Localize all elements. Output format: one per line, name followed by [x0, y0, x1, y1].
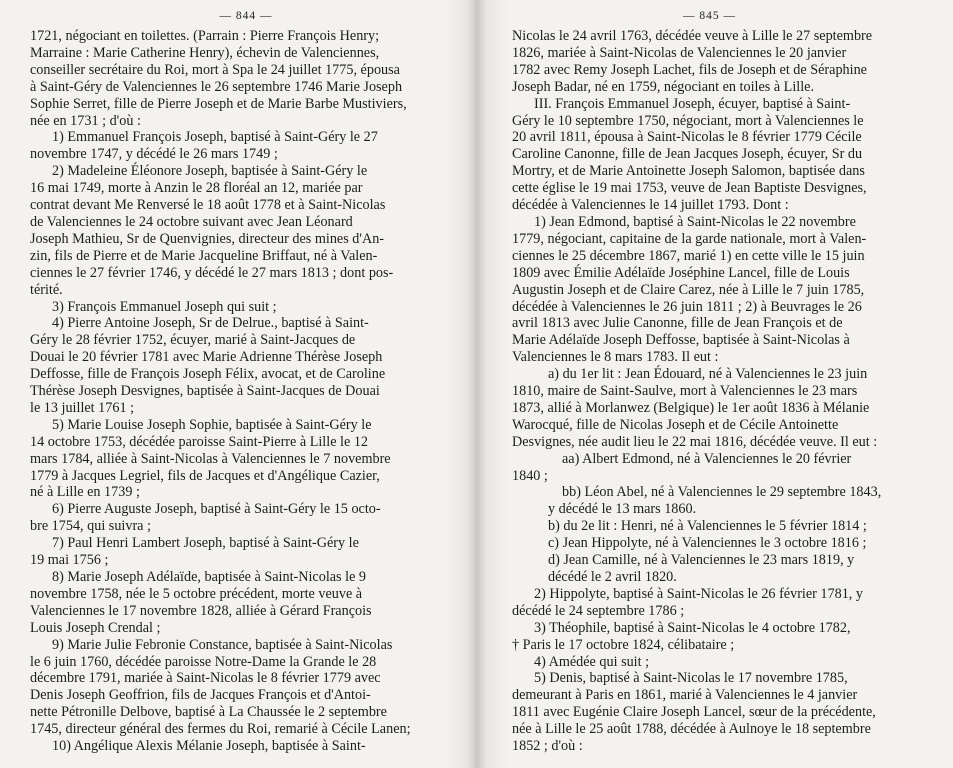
- text-line: III. François Emmanuel Joseph, écuyer, baptisé à Saint-: [534, 95, 851, 112]
- text-line: c) Jean Hippolyte, né à Valenciennes le 3 octobre 1816 ;: [548, 535, 867, 552]
- text-line: † Paris le 17 octobre 1824, célibataire ;: [512, 636, 735, 653]
- text-line: Nicolas le 24 avril 1763, décédée veuve à Lille le 27 septembre: [512, 28, 873, 44]
- text-line: 7) Paul Henri Lambert Joseph, baptisé à Saint-Géry le: [52, 535, 359, 552]
- text-line: décédée à Valenciennes le 26 juin 1811 ; 2) à Beuvrages le 26: [512, 298, 862, 315]
- text-line: 1840 ;: [512, 467, 548, 484]
- text-line: 14 octobre 1753, décédée paroisse Saint-Pierre à Lille le 12: [30, 433, 369, 450]
- text-line: bb) Léon Abel, né à Valenciennes le 29 septembre 1843,: [562, 484, 882, 501]
- text-line: Deffosse, fille de François Joseph Félix, avocat, et de Caroline: [30, 366, 386, 383]
- text-line: 1809 avec Émilie Adélaïde Joséphine Lancel, fille de Louis: [512, 264, 850, 281]
- text-line: 2) Hippolyte, baptisé à Saint-Nicolas le 26 février 1781, y: [534, 585, 863, 602]
- text-line: novembre 1758, née le 5 octobre précédent, morte veuve à: [30, 585, 363, 602]
- text-line: 2) Madeleine Éléonore Joseph, baptisée à Saint-Géry le: [52, 163, 368, 180]
- text-line: décédé le 2 avril 1820.: [548, 569, 677, 585]
- text-line: 1810, maire de Saint-Saulve, mort à Valenciennes le 23 mars: [512, 383, 858, 400]
- text-line: demeurant à Paris en 1861, marié à Valenciennes le 4 janvier: [512, 687, 858, 704]
- text-line: Joseph Mathieu, Sr de Quenvignies, directeur des mines d'An-: [30, 230, 385, 247]
- text-line: Géry le 28 février 1752, écuyer, marié à Saint-Jacques de: [30, 332, 356, 349]
- text-line: Mortry, et de Marie Antoinette Joseph Salomon, baptisée dans: [512, 163, 865, 180]
- text-line: 10) Angélique Alexis Mélanie Joseph, baptisée à Saint-: [52, 738, 366, 755]
- text-line: 3) Théophile, baptisé à Saint-Nicolas le 4 octobre 1782,: [534, 619, 851, 636]
- text-line: 9) Marie Julie Febronie Constance, baptisée à Saint-Nicolas: [52, 636, 393, 653]
- text-line: Douai le 20 février 1781 avec Marie Adrienne Thérèse Joseph: [30, 349, 383, 366]
- left-page: [0, 0, 466, 768]
- text-line: aa) Albert Edmond, né à Valenciennes le 20 février: [562, 450, 852, 467]
- text-line: décédée à Valenciennes le 14 juillet 1793. Dont :: [512, 197, 789, 214]
- text-line: Augustin Joseph et de Claire Carez, née à Lille le 7 juin 1785,: [512, 281, 865, 298]
- text-line: 20 avril 1811, épousa à Saint-Nicolas le 8 février 1779 Cécile: [512, 129, 862, 146]
- text-line: Géry le 10 septembre 1750, négociant, mort à Valenciennes le: [512, 112, 864, 129]
- text-line: le 13 juillet 1761 ;: [30, 399, 135, 416]
- text-line: y décédé le 13 mars 1860.: [548, 501, 697, 518]
- text-line: Denis Joseph Geoffrion, fils de Jacques François et d'Antoi-: [30, 687, 371, 704]
- right-page: [488, 0, 953, 768]
- text-line: Sophie Serret, fille de Pierre Joseph et de Marie Barbe Mustiviers,: [30, 95, 407, 112]
- text-line: novembre 1747, y décédé le 26 mars 1749 ;: [30, 146, 278, 163]
- text-line: Caroline Canonne, fille de Jean Jacques Joseph, écuyer, Sr du: [512, 146, 863, 163]
- text-line: Valenciennes le 8 mars 1783. Il eut :: [512, 349, 719, 366]
- text-line: 4) Amédée qui suit ;: [534, 653, 650, 670]
- text-line: mars 1784, alliée à Saint-Nicolas à Valenciennes le 7 novembre: [30, 450, 391, 467]
- text-line: d) Jean Camille, né à Valenciennes le 23 mars 1819, y: [548, 552, 855, 569]
- text-line: Louis Joseph Crendal ;: [30, 619, 161, 636]
- text-line: avril 1813 avec Julie Canonne, fille de Jean François et de: [512, 315, 843, 332]
- text-line: cette église le 19 mai 1753, veuve de Jean Baptiste Desvignes,: [512, 180, 867, 197]
- text-line: 1745, directeur général des fermes du Roi, remarié à Cécile Lanen;: [30, 721, 411, 738]
- text-line: 16 mai 1749, morte à Anzin le 28 floréal an 12, mariée par: [30, 180, 363, 197]
- text-line: Marraine : Marie Catherine Henry), échevin de Valenciennes,: [30, 44, 380, 61]
- text-line: 1779, négociant, capitaine de la garde nationale, mort à Valen-: [512, 230, 867, 247]
- text-line: 1779 à Jacques Legriel, fils de Jacques et d'Angélique Cazier,: [30, 467, 380, 484]
- text-line: 1721, négociant en toilettes. (Parrain : Pierre François Henry;: [30, 28, 380, 44]
- text-line: Marie Adélaïde Joseph Deffosse, baptisée à Saint-Nicolas à: [512, 332, 850, 349]
- text-line: le 6 juin 1760, décédée paroisse Notre-Dame la Grande le 28: [30, 653, 377, 670]
- text-line: Valenciennes le 17 novembre 1828, alliée à Gérard François: [30, 602, 372, 619]
- text-line: b) du 2e lit : Henri, né à Valenciennes le 5 février 1814 ;: [548, 518, 867, 535]
- text-line: née à Lille le 25 août 1788, décédée à Aulnoye le 18 septembre: [512, 721, 871, 738]
- text-line: Desvignes, née audit lieu le 22 mai 1816, décédée veuve. Il eut :: [512, 433, 878, 450]
- right-page-number: — 845 —: [683, 10, 736, 22]
- text-line: térité.: [30, 281, 63, 298]
- right-page-text: [512, 28, 907, 755]
- text-line: née en 1731 ; d'où :: [30, 112, 141, 129]
- text-line: 5) Denis, baptisé à Saint-Nicolas le 17 novembre 1785,: [534, 670, 848, 687]
- text-line: contrat devant Me Renversé le 18 août 1778 et à Saint-Nicolas: [30, 197, 386, 214]
- text-line: nette Pétronille Delbove, baptisé à La Chaussée le 2 septembre: [30, 704, 387, 721]
- text-line: décembre 1791, mariée à Saint-Nicolas le 8 février 1779 avec: [30, 670, 381, 687]
- text-line: à Saint-Géry de Valenciennes le 26 septembre 1746 Marie Joseph: [30, 78, 403, 95]
- text-line: 1852 ; d'où :: [512, 738, 583, 755]
- text-line: 8) Marie Joseph Adélaïde, baptisée à Saint-Nicolas le 9: [52, 569, 367, 585]
- text-line: 1873, allié à Morlanwez (Belgique) le 1er août 1836 à Mélanie: [512, 399, 870, 416]
- text-line: zin, fils de Pierre et de Marie Jacqueline Briffaut, né à Valen-: [30, 247, 378, 264]
- text-line: Thérèse Joseph Desvignes, baptisée à Saint-Jacques de Douai: [30, 383, 380, 400]
- text-line: conseiller secrétaire du Roi, mort à Spa le 24 juillet 1775, épousa: [30, 61, 400, 78]
- text-line: décédé le 24 septembre 1786 ;: [512, 602, 685, 619]
- text-line: 1811 avec Eugénie Claire Joseph Lancel, sœur de la précédente,: [512, 704, 876, 721]
- text-line: ciennes le 27 février 1746, y décédé le 27 mars 1813 ; dont pos-: [30, 264, 394, 281]
- text-line: 6) Pierre Auguste Joseph, baptisé à Saint-Géry le 15 octo-: [52, 501, 381, 518]
- text-line: 1) Emmanuel François Joseph, baptisé à Saint-Géry le 27: [52, 129, 378, 146]
- left-page-number: — 844 —: [219, 10, 273, 22]
- text-line: né à Lille en 1739 ;: [30, 484, 140, 501]
- text-line: 1826, mariée à Saint-Nicolas de Valenciennes le 20 janvier: [512, 44, 847, 61]
- text-line: 3) François Emmanuel Joseph qui suit ;: [52, 298, 277, 315]
- text-line: 19 mai 1756 ;: [30, 552, 109, 569]
- text-line: 1782 avec Remy Joseph Lachet, fils de Joseph et de Séraphine: [512, 61, 867, 78]
- left-page-text: [30, 28, 452, 755]
- text-line: Warocqué, fille de Nicolas Joseph et de Cécile Antoinette: [512, 416, 839, 433]
- text-line: 5) Marie Louise Joseph Sophie, baptisée à Saint-Géry le: [52, 416, 372, 433]
- text-line: bre 1754, qui suivra ;: [30, 518, 151, 535]
- text-line: de Valenciennes le 24 octobre suivant avec Jean Léonard: [30, 213, 353, 230]
- text-line: a) du 1er lit : Jean Édouard, né à Valenciennes le 23 juin: [548, 366, 868, 383]
- text-line: 1) Jean Edmond, baptisé à Saint-Nicolas le 22 novembre: [534, 213, 856, 230]
- text-line: ciennes le 25 décembre 1867, marié 1) en cette ville le 15 juin: [512, 247, 865, 264]
- text-line: 4) Pierre Antoine Joseph, Sr de Delrue., baptisé à Saint-: [52, 315, 369, 332]
- text-line: Joseph Badar, né en 1759, négociant en toiles à Lille.: [512, 78, 815, 95]
